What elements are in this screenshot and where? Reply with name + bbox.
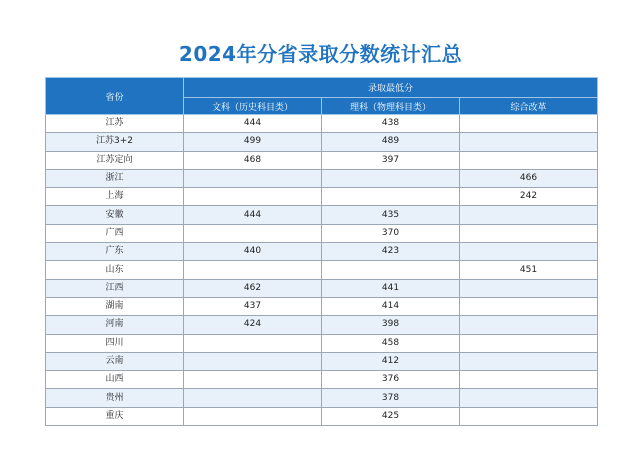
table-row — [46, 334, 598, 352]
province-cell: 云南 — [46, 352, 184, 370]
science-score-cell: 425 — [322, 407, 460, 425]
reform-score-cell — [460, 224, 598, 242]
science-score-cell: 370 — [322, 224, 460, 242]
liberal-score-cell — [184, 188, 322, 206]
header-min-score-group: 录取最低分 — [184, 78, 598, 98]
science-score-cell: 458 — [322, 334, 460, 352]
reform-score-cell — [460, 243, 598, 261]
table-row — [46, 352, 598, 370]
liberal-score-cell: 437 — [184, 297, 322, 315]
reform-score-cell — [460, 151, 598, 169]
table-row — [46, 316, 598, 334]
liberal-score-cell — [184, 407, 322, 425]
liberal-score-cell — [184, 334, 322, 352]
table-row — [46, 407, 598, 425]
reform-score-cell — [460, 352, 598, 370]
province-cell: 广西 — [46, 224, 184, 242]
table-row — [46, 261, 598, 279]
liberal-score-cell — [184, 371, 322, 389]
province-cell: 江苏定向 — [46, 151, 184, 169]
science-score-cell: 441 — [322, 279, 460, 297]
table-row — [46, 115, 598, 133]
table-row — [46, 243, 598, 261]
reform-score-cell — [460, 297, 598, 315]
science-score-cell: 423 — [322, 243, 460, 261]
table-header-row — [46, 78, 598, 98]
reform-score-cell: 451 — [460, 261, 598, 279]
admission-score-table — [45, 77, 598, 426]
reform-score-cell: 242 — [460, 188, 598, 206]
reform-score-cell — [460, 316, 598, 334]
province-cell: 广东 — [46, 243, 184, 261]
page-title: 2024年分省录取分数统计汇总 — [178, 42, 463, 66]
liberal-score-cell — [184, 389, 322, 407]
liberal-score-cell: 462 — [184, 279, 322, 297]
header-province: 省份 — [46, 78, 184, 115]
liberal-score-cell: 499 — [184, 133, 322, 151]
table-row — [46, 279, 598, 297]
province-cell: 江西 — [46, 279, 184, 297]
reform-score-cell — [460, 371, 598, 389]
reform-score-cell: 466 — [460, 169, 598, 187]
table-row — [46, 371, 598, 389]
science-score-cell: 398 — [322, 316, 460, 334]
liberal-score-cell: 444 — [184, 115, 322, 133]
table-row — [46, 389, 598, 407]
province-cell: 上海 — [46, 188, 184, 206]
liberal-score-cell — [184, 224, 322, 242]
science-score-cell: 435 — [322, 206, 460, 224]
science-score-cell: 397 — [322, 151, 460, 169]
liberal-score-cell: 440 — [184, 243, 322, 261]
reform-score-cell — [460, 407, 598, 425]
science-score-cell: 489 — [322, 133, 460, 151]
province-cell: 贵州 — [46, 389, 184, 407]
reform-score-cell — [460, 133, 598, 151]
table-row — [46, 169, 598, 187]
science-score-cell: 412 — [322, 352, 460, 370]
liberal-score-cell: 444 — [184, 206, 322, 224]
liberal-score-cell — [184, 352, 322, 370]
science-score-cell: 376 — [322, 371, 460, 389]
table-row — [46, 188, 598, 206]
province-cell: 浙江 — [46, 169, 184, 187]
table-row — [46, 133, 598, 151]
table-row — [46, 206, 598, 224]
province-cell: 江苏 — [46, 115, 184, 133]
liberal-score-cell: 468 — [184, 151, 322, 169]
header-science: 理科（物理科目类） — [322, 98, 460, 115]
province-cell: 四川 — [46, 334, 184, 352]
science-score-cell — [322, 261, 460, 279]
province-cell: 江苏3+2 — [46, 133, 184, 151]
province-cell: 山东 — [46, 261, 184, 279]
province-cell: 重庆 — [46, 407, 184, 425]
science-score-cell: 438 — [322, 115, 460, 133]
table-row — [46, 151, 598, 169]
header-comprehensive-reform: 综合改革 — [460, 98, 598, 115]
science-score-cell — [322, 169, 460, 187]
reform-score-cell — [460, 206, 598, 224]
table-row — [46, 297, 598, 315]
science-score-cell — [322, 188, 460, 206]
science-score-cell: 378 — [322, 389, 460, 407]
table-row — [46, 224, 598, 242]
header-liberal-arts: 文科（历史科目类） — [184, 98, 322, 115]
reform-score-cell — [460, 334, 598, 352]
province-cell: 湖南 — [46, 297, 184, 315]
liberal-score-cell — [184, 169, 322, 187]
province-cell: 安徽 — [46, 206, 184, 224]
science-score-cell: 414 — [322, 297, 460, 315]
reform-score-cell — [460, 389, 598, 407]
liberal-score-cell — [184, 261, 322, 279]
reform-score-cell — [460, 279, 598, 297]
province-cell: 河南 — [46, 316, 184, 334]
province-cell: 山西 — [46, 371, 184, 389]
reform-score-cell — [460, 115, 598, 133]
liberal-score-cell: 424 — [184, 316, 322, 334]
